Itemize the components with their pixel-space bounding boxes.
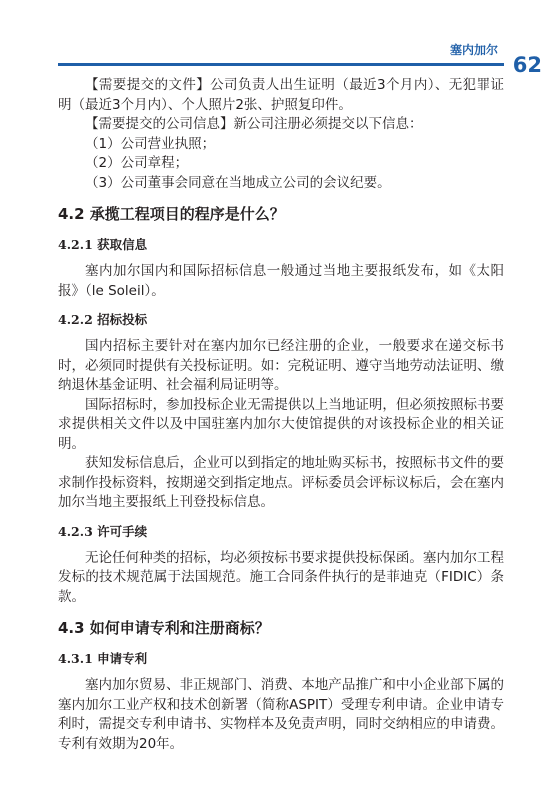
subsection-heading-4-2-2: 4.2.2 招标投标 [58,312,148,327]
section-heading-4-3: 4.3 如何申请专利和注册商标？ [58,619,270,637]
paragraph: 塞内加尔贸易、非正规部门、消费、本地产品推广和中小企业部下属的塞内加尔工业产权和技术创新署（简称ASPIT）受理专利申请。企业申请专利时，需提交专利申请书、实物样本及免责声明，同时交纳相应的申请费。专利有效期为20年。 [58,677,504,752]
section-heading-4-2: 4.2 承揽工程项目的程序是什么？ [58,205,285,223]
paragraph-required-company-info: 【需要提交的公司信息】新公司注册必须提交以下信息： [85,116,423,132]
list-item: （3）公司董事会同意在当地成立公司的会议纪要。 [85,174,391,191]
paragraph: 无论任何种类的招标，均必须按标书要求提供投标保函。塞内加尔工程发标的技术规范属于法国规范。施工合同条件执行的是菲迪克（FIDIC）条款。 [58,549,504,605]
body-content [58,76,504,754]
page-number: 62 [512,53,542,77]
header-rule [58,63,504,66]
subsection-heading-4-3-1: 4.3.1 申请专利 [58,651,148,666]
list-item: （1）公司营业执照； [85,135,216,152]
subsection-heading-4-2-1: 4.2.1 获取信息 [58,237,148,252]
paragraph: 获知发标信息后，企业可以到指定的地址购买标书，按照标书文件的要求制作投标资料，按期递交到指定地点。评标委员会评标议标后，会在塞内加尔当地主要报纸上刊登投标信息。 [58,455,504,510]
paragraph: 国内招标主要针对在塞内加尔已经注册的企业，一般要求在递交标书时，必须同时提供有关投标证明。如：完税证明、遵守当地劳动法证明、缴纳退休基金证明、社会福利局证明等。 [58,338,504,393]
paragraph-required-documents: 【需要提交的文件】公司负责人出生证明（最近3个月内）、无犯罪证明（最近3个月内）、个人照片2张、护照复印件。 [58,77,504,113]
list-item: （2）公司章程； [85,155,189,171]
paragraph: 国际招标时，参加投标企业无需提供以上当地证明，但必须按照标书要求提供相关文件以及中国驻塞内加尔大使馆提供的对该投标企业的相关证明。 [58,396,504,452]
subsection-heading-4-2-3: 4.2.3 许可手续 [58,523,148,539]
paragraph: 塞内加尔国内和国际招标信息一般通过当地主要报纸发布，如《太阳报》（le Soleil）。 [58,263,504,299]
running-header-title: 塞内加尔 [449,43,498,57]
